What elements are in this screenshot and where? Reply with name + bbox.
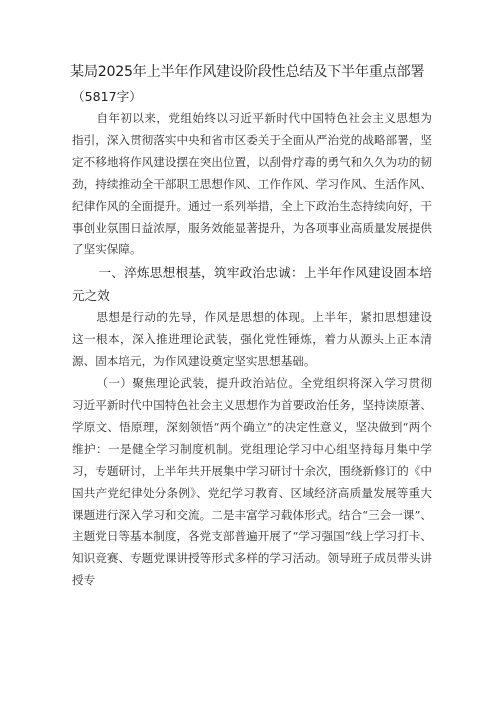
section-heading-1: 一、淬炼思想根基，筑牢政治忠诚：上半年作风建设固本培元之效 (72, 265, 432, 304)
document-title: 某局2025年上半年作风建设阶段性总结及下半年重点部署 (70, 64, 425, 80)
subsection-1-paragraph: （一）聚焦理论武装，提升政治站位。全党组织将深入学习贯彻习近平新时代中国特色社会主义思想作为首要政治任务，坚持读原著、学原文、悟原理，深刻领悟“两个确立”的决定性意义，坚决做到“两个维护：一是健全学习制度机制。党组理论学习中心组坚持每月集中学习，专题研讨，上半年共开展集中学习研讨十余次，围绕新修订的《中国共产党纪律处分条例》、党纪学习教育、区域经济高质量发展等重大课题进行深入学习和交流。二是丰富学习载体形式。结合“三会一课”、主题党日等基本制度，各党支部普遍开展了“学习强国”线上学习打卡、知识竞赛、专题党课讲授等形式多样的学习活动。领导班子成员带头讲授专 (72, 376, 432, 588)
document-body (72, 108, 432, 592)
intro-paragraph: 自年初以来，党组始终以习近平新时代中国特色社会主义思想为指引，深入贯彻落实中央和省市区委关于全面从严治党的战略部署，坚定不移地将作风建设摆在突出位置，以刮骨疗毒的勇气和久久为功的韧劲，持续推动全干部职工思想作风、工作作风、学习作风、生活作风、纪律作风的全面提升。通过一系列举措，全上下政治生态持续向好，干事创业氛围日益浓厚，服务效能显著提升，为各项事业高质量发展提供了坚实保障。 (72, 111, 432, 257)
word-count: （5817字） (72, 89, 142, 104)
section-1-paragraph: 思想是行动的先导，作风是思想的体现。上半年，紧扣思想建设这一根本，深入推进理论武装，强化党性锤炼，着力从源头上正本清源、固本培元，为作风建设奠定坚实思想基础。 (72, 310, 432, 369)
